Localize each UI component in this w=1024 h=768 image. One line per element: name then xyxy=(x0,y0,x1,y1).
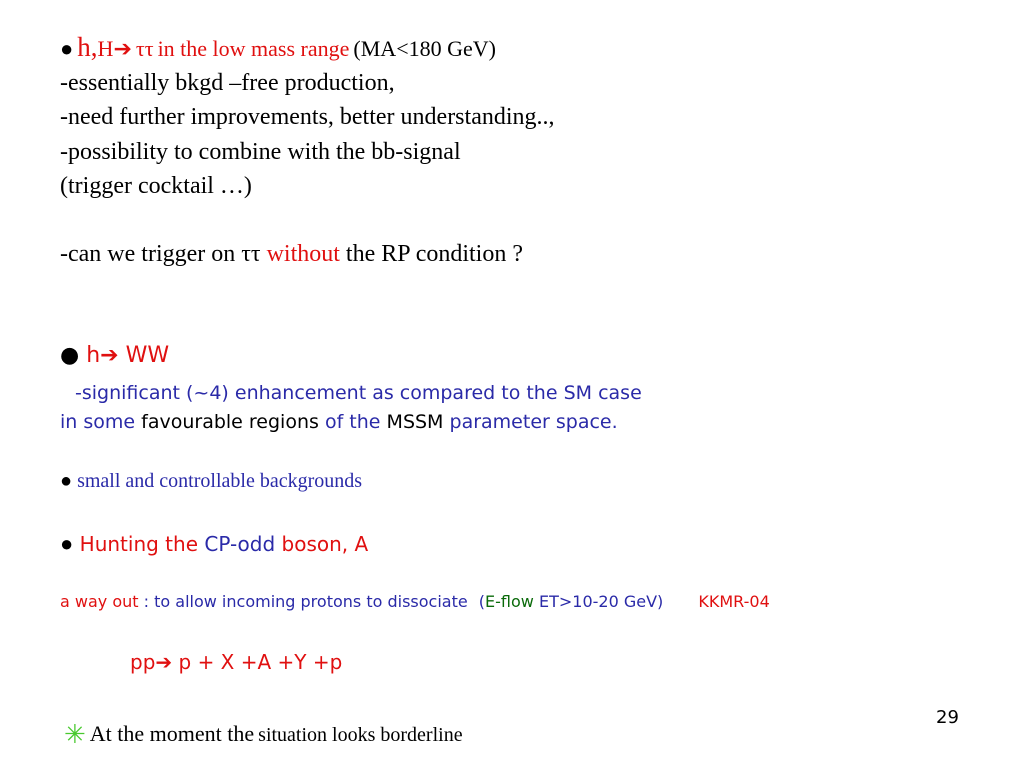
reaction-line xyxy=(130,650,342,674)
footer-text-a: At the moment the xyxy=(89,721,255,746)
section1-line-2: -need further improvements, better understanding.., xyxy=(60,104,555,130)
section1-heading xyxy=(60,32,496,63)
paren-open: ( xyxy=(478,592,486,611)
way-out-label: a way out xyxy=(60,592,139,611)
regions-line xyxy=(60,411,618,433)
trigger-q-without: without xyxy=(266,241,340,267)
section4-heading xyxy=(60,531,368,557)
title-ww: WW xyxy=(125,343,170,368)
regions-a: in some xyxy=(60,411,136,433)
star-icon: ✳ xyxy=(64,720,86,749)
arrow-icon: ➔ xyxy=(155,650,173,674)
section1-line-3: -possibility to combine with the bb-signal xyxy=(60,139,461,165)
tautau-symbol: ττ xyxy=(135,36,154,61)
bullet: ● xyxy=(60,531,74,556)
section2-heading xyxy=(60,343,169,368)
reaction-rest: p + X +A +Y +p xyxy=(178,650,343,674)
bullet: ● xyxy=(60,343,80,368)
section3-line xyxy=(60,470,362,493)
regions-c: of the xyxy=(324,411,381,433)
et-text: ET>10-20 GeV) xyxy=(538,592,664,611)
way-out-line xyxy=(60,592,770,611)
footer-text-b: situation looks borderline xyxy=(258,724,463,746)
title-cp: CP-odd xyxy=(204,532,276,556)
section1-line-4: (trigger cocktail …) xyxy=(60,173,252,199)
trigger-q-start: -can we trigger on xyxy=(60,241,236,267)
title-b: boson, A xyxy=(281,532,369,556)
reaction-pp: pp xyxy=(130,650,156,674)
section1-line-1: -essentially bkgd –free production, xyxy=(60,70,395,96)
bullet: ● xyxy=(60,36,74,61)
regions-e: parameter space. xyxy=(449,411,618,433)
reference-kkmr: KKMR-04 xyxy=(698,592,770,611)
regions-b: favourable regions xyxy=(141,411,319,433)
page-number: 29 xyxy=(936,707,959,728)
footer-line xyxy=(64,720,463,750)
arrow-icon: ➔ xyxy=(100,343,119,368)
tautau-symbol: ττ xyxy=(241,241,261,267)
arrow-icon: ➔ xyxy=(113,36,132,61)
bullet: ● xyxy=(60,470,73,492)
trigger-question xyxy=(60,241,523,268)
trigger-q-end: the RP condition ? xyxy=(345,241,523,267)
h-cap: H xyxy=(97,36,114,61)
eflow-text: E-flow xyxy=(485,592,534,611)
mass-condition: (MA<180 GeV) xyxy=(353,36,496,61)
colon: : xyxy=(143,592,150,611)
section1-title: in the low mass range xyxy=(157,36,350,61)
title-a: Hunting the xyxy=(79,532,198,556)
allow-text: to allow incoming protons to dissociate xyxy=(154,592,468,611)
enhancement-line: -significant (~4) enhancement as compared to the SM case xyxy=(75,382,642,404)
h-prefix: h, xyxy=(77,32,98,62)
backgrounds-text: small and controllable backgrounds xyxy=(77,470,363,492)
regions-d: MSSM xyxy=(386,411,444,433)
title-h: h xyxy=(86,343,101,368)
